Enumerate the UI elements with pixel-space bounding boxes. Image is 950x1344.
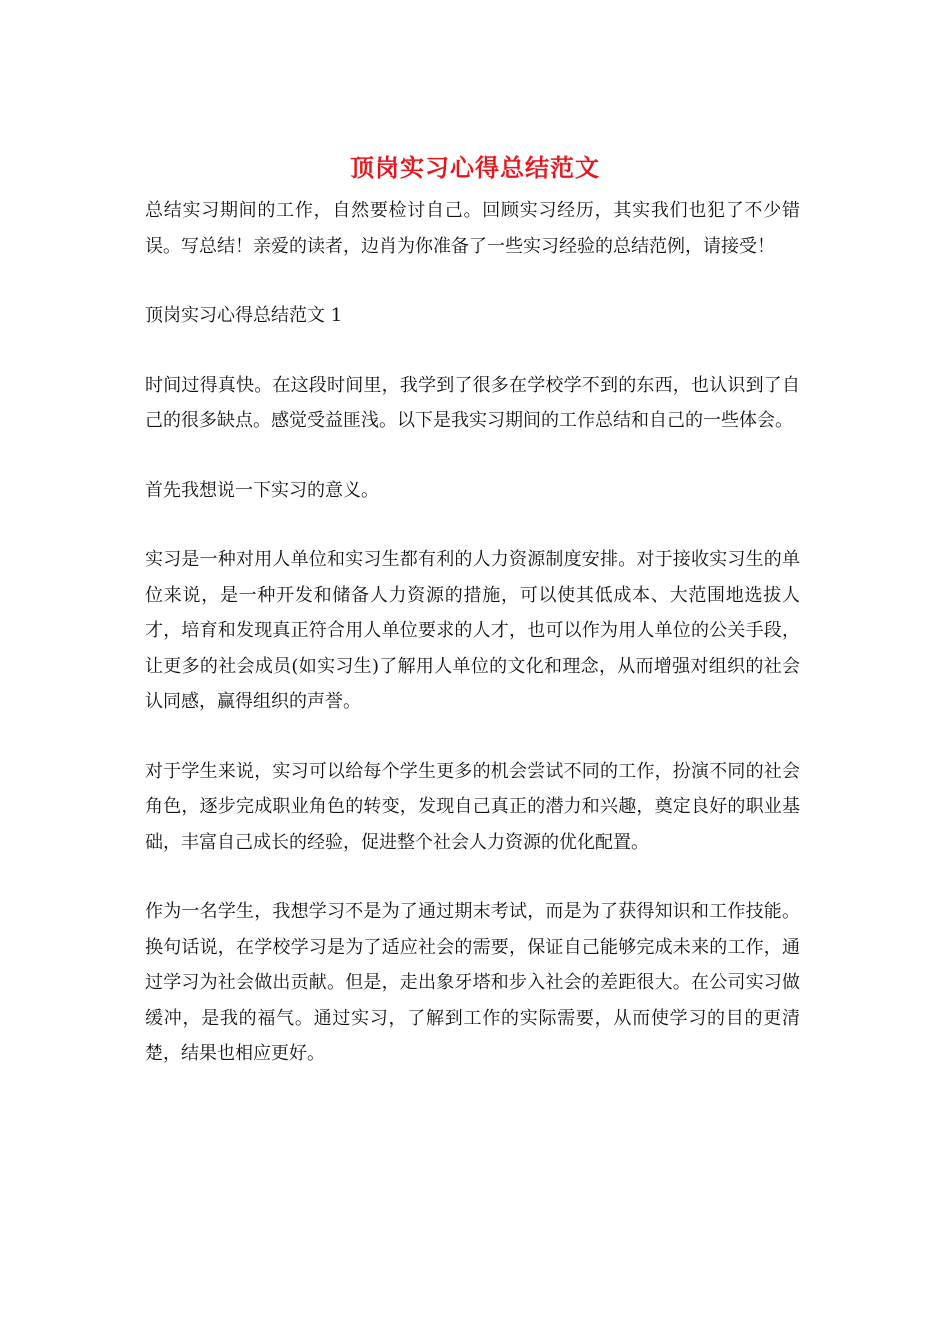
section-heading: 顶岗实习心得总结范文 1 (145, 305, 343, 326)
body-paragraph: 作为一名学生，我想学习不是为了通过期末考试，而是为了获得知识和工作技能。换句话说，在学校学习是为了适应社会的需要，保证自己能够完成未来的工作，通过学习为社会做出贡献。但是，走出象牙塔和步入社会的差距很大。在公司实习做缓冲，是我的福气。通过实习，了解到工作的实际需要，从而使学习的目的更清楚，结果也相应更好。 (145, 901, 800, 1064)
document-title: 顶岗实习心得总结范文 (350, 153, 600, 182)
body-paragraph: 时间过得真快。在这段时间里，我学到了很多在学校学不到的东西，也认识到了自己的很多缺点。感觉受益匪浅。以下是我实习期间的工作总结和自己的一些体会。 (145, 374, 800, 431)
document-body (145, 193, 800, 1106)
intro-paragraph: 总结实习期间的工作，自然要检讨自己。回顾实习经历，其实我们也犯了不少错误。写总结！亲爱的读者，边肖为你准备了一些实习经验的总结范例，请接受！ (145, 200, 800, 257)
body-paragraph: 对于学生来说，实习可以给每个学生更多的机会尝试不同的工作，扮演不同的社会角色，逐步完成职业角色的转变，发现自己真正的潜力和兴趣，奠定良好的职业基础，丰富自己成长的经验，促进整个社会人力资源的优化配置。 (145, 760, 800, 853)
body-paragraph: 首先我想说一下实习的意义。 (145, 479, 379, 501)
body-paragraph: 实习是一种对用人单位和实习生都有利的人力资源制度安排。对于接收实习生的单位来说，是一种开发和储备人力资源的措施，可以使其低成本、大范围地选拔人才，培育和发现真正符合用人单位要求的人才，也可以作为用人单位的公关手段，让更多的社会成员(如实习生)了解用人单位的文化和理念，从而增强对组织的社会认同感，赢得组织的声誉。 (145, 549, 800, 712)
